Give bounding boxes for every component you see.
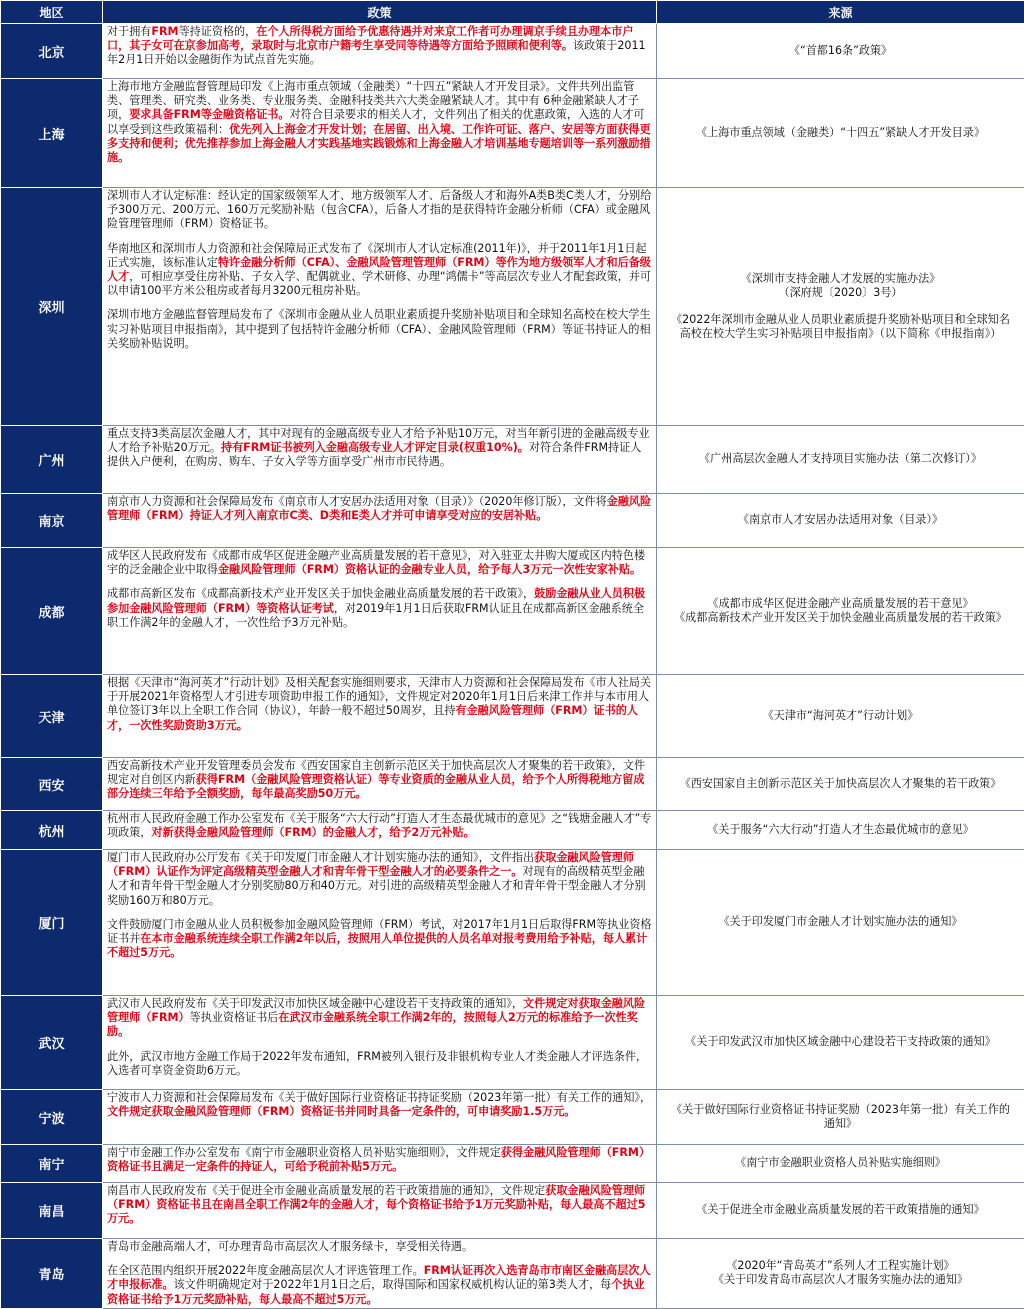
policy-cell: [103, 850, 657, 996]
source-line: 《关于做好国际行业资格证书持证奖励（2023年第一批）有关工作的通知》: [669, 1103, 1012, 1131]
region-cell: 南宁: [1, 1145, 103, 1183]
policy-text: 重点支持3类高层次金融人才，其中对现有的金融高级专业人才给予补贴10万元，对当年新引进的金融高级专业人才给予补贴20万元。: [107, 427, 650, 454]
policy-text: 武汉市人民政府发布《关于印发武汉市加快区域金融中心建设若干支持政策的通知》，: [107, 997, 523, 1010]
source-line: 《关于促进全市金融业高质量发展的若干政策措施的通知》: [669, 1203, 1012, 1217]
region-cell: 厦门: [1, 850, 103, 996]
policy-highlight-text: 要求具备FRM等金融资格证书。: [129, 108, 289, 121]
policy-paragraph: [107, 242, 652, 299]
source-cell: [657, 758, 1024, 811]
policy-paragraph: [107, 80, 652, 165]
policy-text: ，可相应享受住房补贴、子女入学、配偶就业、学术研修、办理“鸿儒卡”等高层次专业人才配套政策，并可以申请100平方米公租房或者每月3200元租房补贴。: [107, 270, 651, 297]
table-row: [1, 1183, 1024, 1239]
table-row: [1, 79, 1024, 188]
header-source: 来源: [657, 1, 1024, 24]
policy-cell: [103, 1145, 657, 1183]
source-cell: [657, 1145, 1024, 1183]
table-row: [1, 675, 1024, 758]
source-line: 《关于印发武汉市加快区域金融中心建设若干支持政策的通知》: [669, 1035, 1012, 1049]
source-cell: [657, 1239, 1024, 1309]
policy-cell: [103, 1183, 657, 1239]
region-cell: 上海: [1, 79, 103, 188]
policy-text: 等执业资格证书后: [190, 1011, 279, 1024]
policy-highlight-text: 特许金融分析师（CFA）、金融风险管理管理师（FRM）等作为地方级领军人才和后备级人才: [107, 256, 651, 283]
source-line: 《2022年深圳市金融从业人员职业素质提升奖励补贴项目和全球知名高校在校大学生实习补贴项目申报指南》（以下简称《申报指南》）: [669, 313, 1012, 341]
source-line: 《关于印发厦门市金融人才计划实施办法的通知》: [669, 915, 1012, 929]
source-cell: [657, 1183, 1024, 1239]
policy-text: 对符合目录要求的相关人才，文件列出了相关的优惠政策，入选的人才可以享受到这些政策福利：: [107, 108, 645, 135]
policy-paragraph: [107, 1184, 652, 1227]
source-cell: [657, 188, 1024, 426]
source-line: 《“首都16条”政策》: [669, 44, 1012, 58]
policy-highlight-text: 鼓励金融从业人员积极参加金融风险管理师（FRM）等资格认证考试: [107, 587, 645, 614]
policy-cell: [103, 1090, 657, 1145]
policy-text: 成都市高新区发布《成都高新技术产业开发区关于加快金融业高质量发展的若干政策》，: [107, 587, 534, 600]
policy-text: 该文件明确规定对于2022年1月1日之后，取得国际和国家权威机构认证的第3类人才，每: [174, 1278, 612, 1291]
policy-paragraph: [107, 308, 652, 351]
policy-text: 华南地区和深圳市人力资源和社会保障局正式发布了《深圳市人才认定标准(2011年)》，并于2011年1月1日起正式实施，该标准认定: [107, 242, 647, 269]
policy-text: 此外，武汉市地方金融工作局于2022年发布通知，FRM被列入银行及非银机构专业人才类金融人才评选条件，入选者可享资金资助6万元。: [107, 1050, 647, 1077]
policy-text: 等持证资格的，: [179, 25, 257, 38]
policy-cell: [103, 494, 657, 548]
policy-cell: [103, 79, 657, 188]
policy-paragraph: [107, 1050, 652, 1078]
policy-highlight-text: 获取金融风险管理师（FRM）认证作为评定高级精英型金融人才和青年骨干型金融人才的必要条件之一。: [107, 851, 634, 878]
policy-text: 青岛市金融高端人才，可办理青岛市高层次人才服务绿卡，享受相关待遇。: [107, 1240, 473, 1253]
source-cell: [657, 426, 1024, 494]
policy-cell: [103, 1239, 657, 1309]
policy-cell: [103, 548, 657, 675]
policy-highlight-text: 获得FRM（金融风险管理资格认证）等专业资质的金融从业人员，给予个人所得税地方留成部分连续三年给予全额奖励，每年最高奖励50万元。: [107, 773, 645, 800]
policy-highlight-text: 持有FRM证书被列入金融高级专业人才评定目录(权重10%)。: [221, 441, 529, 454]
policy-highlight-text: FRM: [151, 25, 178, 38]
table-row: [1, 24, 1024, 79]
policy-paragraph: [107, 495, 652, 523]
policy-cell: [103, 811, 657, 850]
policy-highlight-text: 优先列入上海金才开发计划；在居留、出入境、工作许可证、落户、安居等方面获得更多支持和便利；优先推荐参加上海金融人才实践基地实践锻炼和上海金融人才培训基地专题培训等一系列激励措施。: [107, 123, 651, 164]
policy-text: 厦门市人民政府办公厅发布《关于印发厦门市金融人才计划实施办法的通知》，文件指出: [107, 851, 534, 864]
policy-highlight-text: 个执业资格证书给予1万元奖励补贴，每人最高不超过5万元。: [107, 1278, 645, 1305]
policy-text: 南昌市人民政府发布《关于促进全市金融业高质量发展的若干政策措施的通知》，文件规定: [107, 1184, 545, 1197]
region-cell: 西安: [1, 758, 103, 811]
source-cell: [657, 79, 1024, 188]
policy-highlight-text: 获得金融风险管理师（FRM）资格证书且满足一定条件的持证人，可给予税前补贴5万元。: [107, 1146, 650, 1173]
policy-paragraph: [107, 25, 652, 68]
table-row: [1, 426, 1024, 494]
policy-text: 该政策于2011年2月1日开始以金融街作为试点首先实施。: [107, 39, 646, 66]
policy-paragraph: [107, 587, 652, 630]
region-cell: 北京: [1, 24, 103, 79]
table-row: [1, 494, 1024, 548]
table-row: [1, 188, 1024, 426]
policy-highlight-text: 对新获得金融风险管理师（FRM）的金融人才，给予2万元补贴。: [151, 826, 474, 839]
policy-text: 南宁市金融工作办公室发布《南宁市金融职业资格人员补贴实施细则》，文件规定: [107, 1146, 501, 1159]
policy-paragraph: [107, 676, 652, 733]
table-row: [1, 758, 1024, 811]
policy-text: 深圳市人才认定标准：经认定的国家级领军人才、地方级领军人才、后备级人才和海外A类B类C类人才，分别给予300万元、200万元、160万元奖励补贴（包含CFA），后备人才指的是获得特许金融分析师（CFA）或金融风险管理管理师（FRM）资格证书。: [107, 189, 651, 230]
policy-paragraph: [107, 918, 652, 961]
region-cell: 天津: [1, 675, 103, 758]
table-row: [1, 811, 1024, 850]
policy-highlight-text: FRM认证再次入选青岛市市南区金融高层次人才申报标准。: [107, 1264, 651, 1291]
policy-text: 杭州市人民政府金融工作办公室发布《关于服务“六大行动”打造人才生态最优城市的意见》之“钱塘金融人才”专项政策，: [107, 812, 651, 839]
source-line: 《天津市“海河英才”行动计划》: [669, 709, 1012, 723]
table-header-row: [1, 1, 1024, 24]
policy-highlight-text: 文件规定对获取金融风险管理师（FRM）: [107, 997, 645, 1024]
region-cell: 深圳: [1, 188, 103, 426]
policy-highlight-text: 有金融风险管理师（FRM）证书的人才，一次性奖励资助3万元。: [107, 704, 638, 731]
region-cell: 杭州: [1, 811, 103, 850]
policy-paragraph: [107, 189, 652, 232]
header-policy: 政策: [103, 1, 657, 24]
policy-highlight-text: 获取金融风险管理师（FRM）资格证书且在南昌全职工作满2年的金融人才，每个资格证书给予1万元奖励补贴，每人最高不超过5万元。: [107, 1184, 645, 1225]
source-line: （深府规〔2020〕3号）: [669, 286, 1012, 300]
policy-cell: [103, 675, 657, 758]
source-line: 《成都高新技术产业开发区关于加快金融业高质量发展的若干政策》: [669, 611, 1012, 625]
policy-text: 对符合条件FRM持证人提供入户便利，在购房、购车、子女入学等方面享受广州市市民待遇。: [107, 441, 641, 468]
policy-text: 深圳市地方金融监督管理局发布了《深圳市金融从业人员职业素质提升奖励补贴项目和全球知名高校在校大学生实习补贴项目申报指南》，其中提到了包括特许金融分析师（CFA）、金融风险管理师（FRM）等证书持证人的相关奖励补贴说明。: [107, 308, 651, 349]
policy-text: 宁波市人力资源和社会保障局发布《关于做好国际行业资格证书持证奖励（2023年第一批）有关工作的通知》，: [107, 1091, 651, 1104]
policy-cell: [103, 426, 657, 494]
table-row: [1, 1145, 1024, 1183]
policy-highlight-text: 在本市金融系统连续全职工作满2年以后，按照用人单位提供的人员名单对报考费用给予补贴，每人累计不超过5万元。: [107, 932, 647, 959]
policy-highlight-text: 金融风险管理师（FRM）持证人才列入南京市C类、D类和E类人才并可申请享受对应的安居补贴。: [107, 495, 651, 522]
source-line: 《关于服务“六大行动”打造人才生态最优城市的意见》: [669, 823, 1012, 837]
policy-paragraph: [107, 851, 652, 908]
policy-cell: [103, 758, 657, 811]
header-region: 地区: [1, 1, 103, 24]
source-line: 《广州高层次金融人才支持项目实施办法（第二次修订）》: [669, 452, 1012, 466]
policy-highlight-text: 金融风险管理师（FRM）资格认证的金融专业人员，给予每人3万元一次性安家补贴。: [218, 563, 641, 576]
source-cell: [657, 548, 1024, 675]
policy-text: ，对2019年1月1日后获取FRM认证且在成都高新区金融系统全职工作满2年的金融人才，一次性给予3万元补贴。: [107, 602, 644, 629]
table-row: [1, 850, 1024, 996]
policy-text: 西安高新技术产业开发管理委员会发布《西安国家自主创新示范区关于加快高层次人才聚集的若干政策》，文件规定对自创区内新: [107, 759, 645, 786]
policy-text: 对现有的高级精英型金融人才和青年骨干型金融人才分别奖励80万和40万元。对引进的高级精英型金融人才和青年骨干型金融人才分别奖励160万和80万元。: [107, 865, 646, 906]
policy-highlight-text: 在个人所得税方面给予优惠待遇并对来京工作者可办理调京手续且办理本市户口，其子女可在京参加高考，录取时与北京市户籍考生享受同等待遇等方面给予照顾和便利等。: [107, 25, 633, 52]
policy-paragraph: [107, 1146, 652, 1174]
source-cell: [657, 494, 1024, 548]
table-row: [1, 1239, 1024, 1309]
table-row: [1, 548, 1024, 675]
source-line: 《上海市重点领域（金融类）“十四五”紧缺人才开发目录》: [669, 126, 1012, 140]
policy-cell: [103, 24, 657, 79]
region-cell: 青岛: [1, 1239, 103, 1309]
region-cell: 南京: [1, 494, 103, 548]
policy-paragraph: [107, 549, 652, 577]
source-cell: [657, 811, 1024, 850]
region-cell: 南昌: [1, 1183, 103, 1239]
policy-paragraph: [107, 812, 652, 840]
policy-paragraph: [107, 1264, 652, 1307]
region-cell: 武汉: [1, 996, 103, 1090]
policy-highlight-text: 文件规定获取金融风险管理师（FRM）资格证书并同时具备一定条件的，可申请奖励1.5万元。: [107, 1105, 575, 1118]
policy-text: 对于拥有: [107, 25, 151, 38]
source-cell: [657, 850, 1024, 996]
region-cell: 成都: [1, 548, 103, 675]
policy-text: 根据《天津市“海河英才”行动计划》及相关配套实施细则要求，天津市人力资源和社会保障局发布《市人社局关于开展2021年资格型人才引进专项资助申报工作的通知》，文件规定对2020年1月1日后来津工作并与本市用人单位签订3年以上全职工作合同（协议），年龄一般不超过50周岁，且持: [107, 676, 651, 717]
table-row: [1, 1090, 1024, 1145]
source-cell: [657, 24, 1024, 79]
source-line: 《西安国家自主创新示范区关于加快高层次人才聚集的若干政策》: [669, 777, 1012, 791]
policy-cell: [103, 188, 657, 426]
policy-cell: [103, 996, 657, 1090]
policy-paragraph: [107, 759, 652, 802]
source-line: 《关于印发青岛市高层次人才服务实施办法的通知》: [669, 1273, 1012, 1287]
table-body: [1, 24, 1024, 1309]
policy-text: 成华区人民政府发布《成都市成华区促进金融产业高质量发展的若干意见》，对入驻亚太井购大厦或区内特色楼宇的泛金融企业中取得: [107, 549, 645, 576]
table-row: [1, 996, 1024, 1090]
source-line: 《成都市成华区促进金融产业高质量发展的若干意见》: [669, 597, 1012, 611]
policy-text: 文件鼓励厦门市金融从业人员积极参加金融风险管理师（FRM）考试，对2017年1月1日后取得FRM等执业资格证书并: [107, 918, 652, 945]
policy-paragraph: [107, 997, 652, 1040]
policy-paragraph: [107, 1240, 652, 1254]
source-cell: [657, 1090, 1024, 1145]
policy-highlight-text: 在武汉市金融系统全职工作满2年的，按照每人2万元的标准给予一次性奖励。: [107, 1011, 638, 1038]
source-cell: [657, 675, 1024, 758]
region-cell: 广州: [1, 426, 103, 494]
source-line: 《南宁市金融职业资格人员补贴实施细则》: [669, 1156, 1012, 1170]
policy-text: 在全区范围内组织开展2022年度金融高层次人才评选管理工作。: [107, 1264, 424, 1277]
source-line: 《南京市人才安居办法适用对象（目录）》: [669, 513, 1012, 527]
source-cell: [657, 996, 1024, 1090]
policy-paragraph: [107, 427, 652, 470]
region-cell: 宁波: [1, 1090, 103, 1145]
source-line: 《深圳市支持金融人才发展的实施办法》: [669, 272, 1012, 286]
source-line: 《2020年“青岛英才”系列人才工程实施计划》: [669, 1259, 1012, 1273]
policy-paragraph: [107, 1091, 652, 1119]
policy-text: 上海市地方金融监督管理局印发《上海市重点领域（金融类）“十四五”紧缺人才开发目录》。文件共列出监管类、管理类、研究类、业务类、专业服务类、金融科技类共六大类金融紧缺人才。其中有 6种金融紧缺人才子项，: [107, 80, 639, 121]
policy-text: 南京市人力资源和社会保障局发布《南京市人才安居办法适用对象（目录）》（2020年修订版），文件将: [107, 495, 607, 508]
